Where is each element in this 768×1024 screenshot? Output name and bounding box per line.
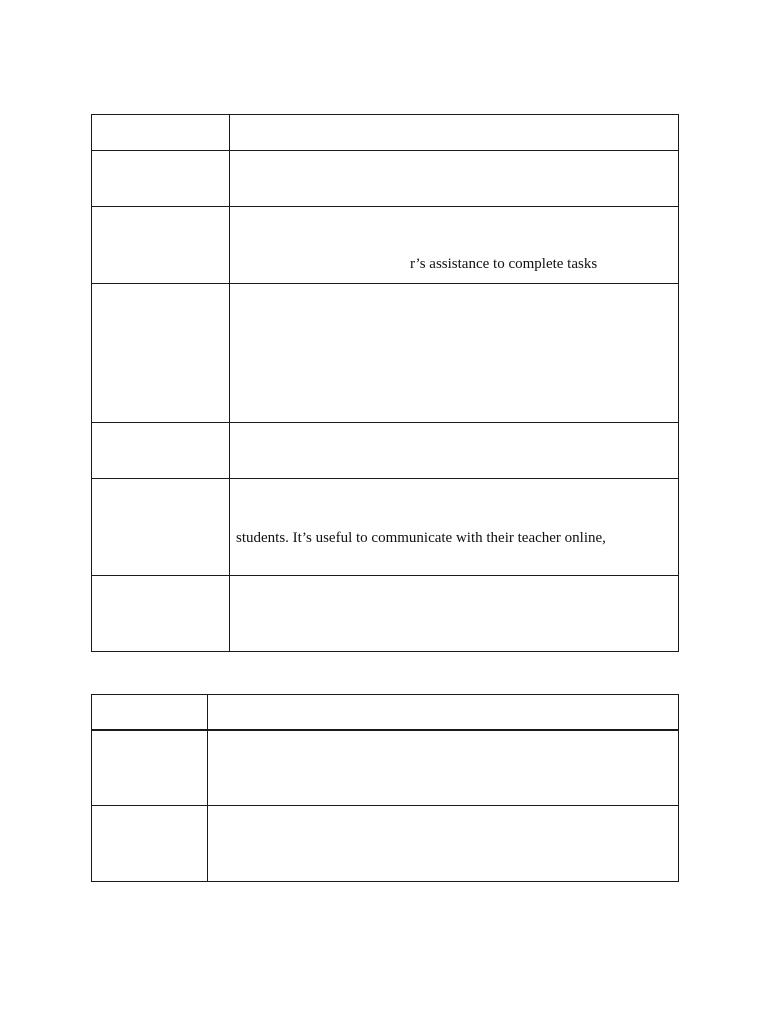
cell-text-fragment: students. It’s useful to communicate with their teacher online,: [236, 530, 606, 546]
table-row: [92, 479, 679, 576]
table-row: [92, 284, 679, 423]
table-cell-content: [208, 695, 679, 730]
table-cell-label: [92, 207, 230, 284]
table-row: [92, 115, 679, 151]
table-cell-label: [92, 284, 230, 423]
table-cell-content: [230, 576, 679, 652]
table-row: [92, 730, 679, 806]
table-cell-content: [208, 730, 679, 806]
table-row: [92, 576, 679, 652]
table-cell-label: [92, 730, 208, 806]
table-1: [91, 114, 679, 652]
table-cell-label: [92, 423, 230, 479]
table-cell-label: [92, 479, 230, 576]
table-cell-label: [92, 151, 230, 207]
table-cell-content: [230, 284, 679, 423]
cell-text-fragment: r’s assistance to complete tasks: [410, 256, 598, 272]
table-row: [92, 806, 679, 882]
table-cell-content: [230, 151, 679, 207]
table-2: [91, 694, 679, 882]
table-cell-label: [92, 806, 208, 882]
table-row: [92, 207, 679, 284]
table-cell-label: [92, 695, 208, 730]
table-cell-content: [230, 479, 679, 576]
table-cell-content: [230, 115, 679, 151]
table-row: [92, 695, 679, 730]
table-row: [92, 151, 679, 207]
table-cell-label: [92, 115, 230, 151]
table-row: [92, 423, 679, 479]
table-cell-content: [230, 207, 679, 284]
table-cell-content: [230, 423, 679, 479]
table-cell-label: [92, 576, 230, 652]
table-cell-content: [208, 806, 679, 882]
